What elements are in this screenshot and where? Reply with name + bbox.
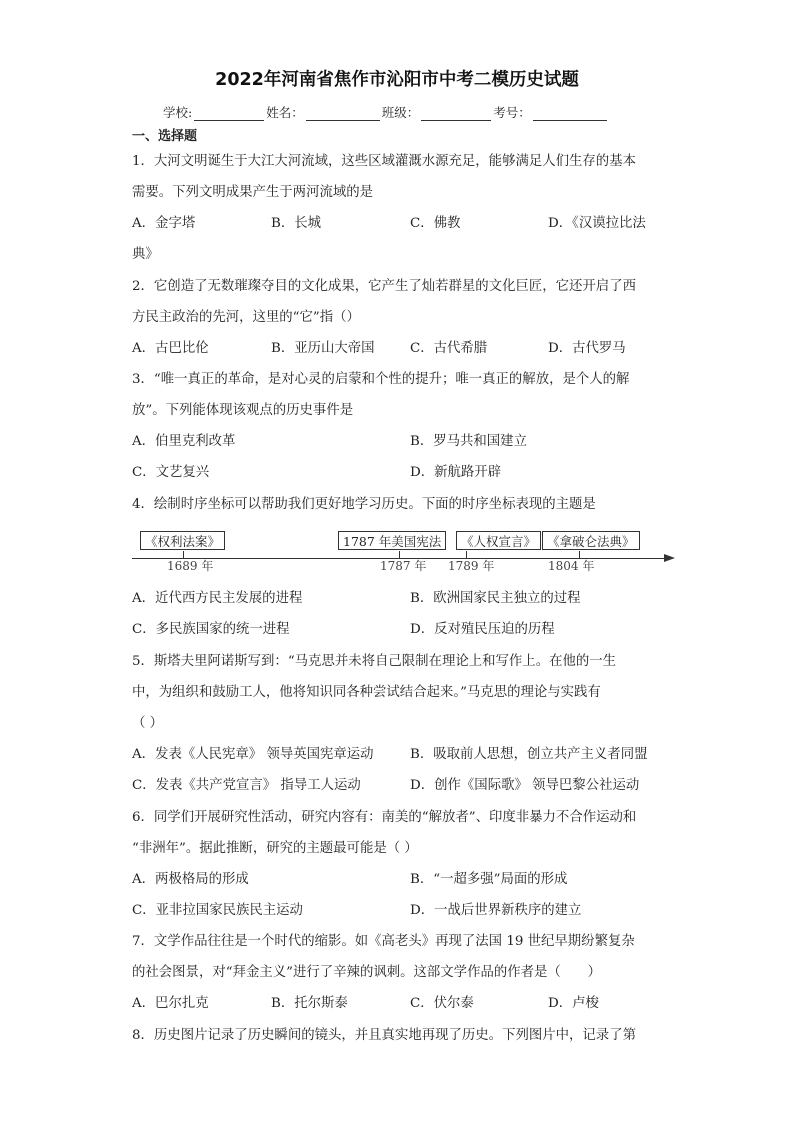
timeline-year: 1689 年 xyxy=(167,559,214,573)
q5-option-b[interactable]: B．吸取前人思想，创立共产主义者同盟 xyxy=(410,747,648,762)
q6-option-c[interactable]: C．亚非拉国家民族民主运动 xyxy=(132,903,303,918)
timeline-year: 1804 年 xyxy=(548,559,595,573)
timeline-year: 1787 年 xyxy=(380,559,427,573)
q3-option-b[interactable]: B．罗马共和国建立 xyxy=(410,434,527,449)
q3-option-d[interactable]: D．新航路开辟 xyxy=(410,465,502,480)
section-heading: 一、选择题 xyxy=(132,129,198,144)
exam-no-blank[interactable] xyxy=(533,107,607,121)
q1-line1: 1．大河文明诞生于大江大河流域，这些区域灌溉水源充足，能够满足人们生存的基本 xyxy=(132,154,636,169)
q8-line1: 8．历史图片记录了历史瞬间的镜头，并且真实地再现了历史。下列图片中，记录了第 xyxy=(132,1028,636,1043)
q2-option-b[interactable]: B．亚历山大帝国 xyxy=(271,341,375,356)
student-info-row xyxy=(163,103,609,121)
q4-option-c[interactable]: C．多民族国家的统一进程 xyxy=(132,622,290,637)
q1-option-b[interactable]: B．长城 xyxy=(271,216,322,231)
q1-option-d[interactable]: D．《汉谟拉比法 xyxy=(548,216,646,231)
page-title: 2022年河南省焦作市沁阳市中考二模历史试题 xyxy=(215,70,579,90)
q4-option-a[interactable]: A．近代西方民主发展的进程 xyxy=(132,591,303,606)
timeline-year: 1789 年 xyxy=(448,559,495,573)
timeline-arrow-icon xyxy=(664,554,675,562)
school-label: 学校: xyxy=(163,105,193,120)
q4-line1: 4．绘制时序坐标可以帮助我们更好地学习历史。下面的时序坐标表现的主题是 xyxy=(132,497,596,512)
q5-line2: 中，为组织和鼓励工人，他将知识同各种尝试结合起来。”马克思的理论与实践有 xyxy=(132,685,601,700)
q6-line2: “非洲年”。据此推断，研究的主题最可能是（ ） xyxy=(132,841,418,856)
q3-line2: 放”。下列能体现该观点的历史事件是 xyxy=(132,403,354,418)
q2-option-a[interactable]: A．古巴比伦 xyxy=(132,341,209,356)
q1-line2: 需要。下列文明成果产生于两河流域的是 xyxy=(132,185,374,200)
q6-option-a[interactable]: A．两极格局的形成 xyxy=(132,872,249,887)
q4-option-d[interactable]: D．反对殖民压迫的历程 xyxy=(410,622,555,637)
class-blank[interactable] xyxy=(421,107,491,121)
q7-option-d[interactable]: D．卢梭 xyxy=(548,996,599,1011)
q7-line1: 7．文学作品往往是一个时代的缩影。如《高老头》再现了法国 19 世纪早期纷繁复杂 xyxy=(132,934,635,949)
q5-line1: 5．斯塔夫里阿诺斯写到：“马克思并未将自己限制在理论上和写作上。在他的一生 xyxy=(132,654,617,669)
timeline-event-box: 《人权宣言》 xyxy=(456,531,541,550)
q5-option-a[interactable]: A．发表《人民宪章》 领导英国宪章运动 xyxy=(132,747,374,762)
q4-option-b[interactable]: B．欧洲国家民主独立的过程 xyxy=(410,591,581,606)
timeline-event-box: 《权利法案》 xyxy=(140,531,225,550)
q7-option-b[interactable]: B．托尔斯泰 xyxy=(271,996,348,1011)
school-blank[interactable] xyxy=(194,107,264,121)
q7-line2: 的社会图景，对“拜金主义”进行了辛辣的讽刺。这部文学作品的作者是（ ） xyxy=(132,965,601,980)
timeline-event-box: 《拿破仑法典》 xyxy=(542,531,640,550)
q2-option-d[interactable]: D．古代罗马 xyxy=(548,341,626,356)
q6-option-d[interactable]: D．一战后世界新秩序的建立 xyxy=(410,903,582,918)
q3-option-a[interactable]: A．伯里克利改革 xyxy=(132,434,236,449)
exam-no-label: 考号： xyxy=(493,105,531,120)
q7-option-a[interactable]: A．巴尔扎克 xyxy=(132,996,209,1011)
name-blank[interactable] xyxy=(306,107,380,121)
q2-line2: 方民主政治的先河，这里的“它”指（） xyxy=(132,310,360,325)
q5-option-c[interactable]: C．发表《共产党宣言》 指导工人运动 xyxy=(132,778,361,793)
q7-option-c[interactable]: C．伏尔泰 xyxy=(410,996,474,1011)
timeline-event-box: 1787 年美国宪法 xyxy=(338,531,446,550)
q1-option-d-cont: 典》 xyxy=(132,247,159,262)
name-label: 姓名： xyxy=(266,105,304,120)
q2-line1: 2．它创造了无数璀璨夺目的文化成果，它产生了灿若群星的文化巨匠，它还开启了西 xyxy=(132,279,636,294)
class-label: 班级： xyxy=(381,105,420,120)
q5-option-d[interactable]: D．创作《国际歌》 领导巴黎公社运动 xyxy=(410,778,640,793)
q1-option-c[interactable]: C．佛教 xyxy=(410,216,461,231)
q5-line3: （ ） xyxy=(132,716,164,731)
q3-line1: 3．“唯一真正的革命，是对心灵的启蒙和个性的提升；唯一真正的解放，是个人的解 xyxy=(132,372,630,387)
q1-option-a[interactable]: A．金字塔 xyxy=(132,216,196,231)
q2-option-c[interactable]: C．古代希腊 xyxy=(410,341,488,356)
q6-option-b[interactable]: B．“一超多强”局面的形成 xyxy=(410,872,568,887)
q3-option-c[interactable]: C．文艺复兴 xyxy=(132,465,210,480)
q6-line1: 6．同学们开展研究性活动，研究内容有：南美的“解放者”、印度非暴力不合作运动和 xyxy=(132,810,637,825)
